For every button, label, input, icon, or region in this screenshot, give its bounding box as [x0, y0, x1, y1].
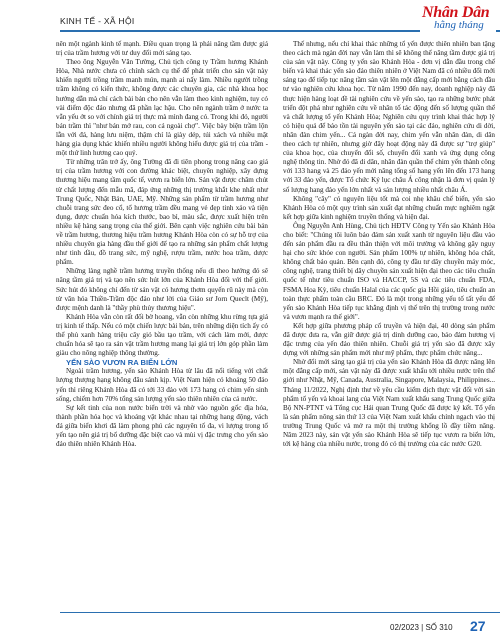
paragraph: Ông Nguyễn Anh Hùng, Chủ tịch HĐTV Công ty Yến sào Khánh Hòa cho biết: "Chúng tôi luôn bảo đảm sản xuất xanh từ nguyên liệu đầu vào đến sản phẩm đầu ra đều thân thiện với môi trường và không gây nguy hại cho sức khỏe con người. Sản phẩm 100% tự nhiên, không hóa chất, không chất bảo quản. Bên cạnh đó, công ty đầu tư dây chuyền máy móc, công nghệ, trang thiết bị dây chuyền sản xuất hiện đại theo các tiêu chuẩn quốc tế như tiêu chuẩn ISO và HACCP, 5S và các tiêu chuẩn FDA, FSMA Hoa Kỳ, tiêu chuẩn Halal của các quốc gia Hồi giáo, tiêu chuẩn an toàn thực phẩm toàn cầu BRC. Đó là một trong những yếu tố tất yếu để yến sào Khánh Hòa tiếp tục khẳng định vị thế trên thị trường trong nước và vươn mạnh ra thế giới".: [283, 221, 495, 321]
issue-label: 02/2023 | SỐ 310: [390, 623, 453, 632]
page-footer: [0, 612, 500, 637]
paragraph: Khánh Hòa vẫn còn rất đối bờ hoang, vẫn còn những khu rừng tựa giá trị kinh tế thấp. Nếu có một chiến lược bài bản, trên những diện tích ấy có thể phủ xanh hàng triệu cây gió bầu tạo trầm, với cách làm mới, được chuẩn hóa sẽ tạo ra sản vật trầm hương mang lại giá trị lớn góp phần làm giàu cho nông nghiệp thông thường.: [56, 312, 268, 358]
page-header: [0, 0, 500, 36]
publication-logo: [420, 4, 496, 34]
footer-rule: [60, 612, 500, 613]
paragraph: Kết hợp giữa phương pháp cổ truyền và hiện đại, 40 dòng sản phẩm đã được đưa ra, vẫn giữ được giá trị dinh dưỡng cao, bảo đảm hương vị đặc trưng của yến đảo thiên nhiên. Chuỗi giá trị yến sào đã được xây dựng với những sản phẩm mới như mỹ phẩm, thực phẩm chức năng...: [283, 321, 495, 358]
left-column: [56, 40, 268, 449]
paragraph: Không "cây" có nguyên liệu tốt mà coi nhẹ khâu chế biến, yến sào Khánh Hòa có một quy trình sản xuất đạt những chuẩn mực nghiêm ngặt kết hợp giữa kinh nghiệm truyền thống và hiện đại.: [283, 194, 495, 221]
section-subheading: YẾN SÀO VƯƠN RA BIỂN LỚN: [66, 358, 178, 368]
paragraph: Thế nhưng, nếu chỉ khai thác những tổ yến được thiên nhiên ban tặng theo cách mà ngàn đời nay vẫn làm thì sẽ không thể nâng tầm được giá trị của sản vật này. Công ty yến sào Khánh Hòa - đơn vị dẫn đầu trong chế biến và khai thác yến sào đảo thiên nhiên ở Việt Nam đã có nhiều đổi mới sáng tạo để tiếp tục nâng tầm sản vật lên một đẳng cấp mới bằng cách đầu tư vào nghiên cứu khoa học. Từ năm 1990 đến nay, doanh nghiệp này đã thực hiện hàng loạt đề tài nghiên cứu về yến sào, tạo ra những bước phát triển đột phá như nghiên cứu về nhân tố tác động đến số lượng quần thể và chất lượng tổ yến Khánh Hòa; Nghiên cứu quy trình khai thác hợp lý có hiệu quả để bảo tồn tài nguyên yến sào tại các đảo, nghiên cứu di dời, nhân đàn chim yến... Cá ngàn đời nay, chim yến vẫn nhân đàn, di dân theo cách tự nhiên, nhưng giờ đây hoạt động này đã được sự "trợ giúp" của khoa học, của chuyển đổi số, chuyển đổi xanh và ứng dụng công nghệ thông tin. Nhờ đó đã di dân, nhân đàn quần thể chim yến thành công với 133 hang và 25 đảo yến mới nâng tổng số hang yến lên đến 173 hang với 33 đảo yến, được Tổ chức Kỷ lục châu Á công nhận là đơn vị quản lý số lượng hang đảo yến lớn nhất và sản lượng nhiều nhất châu Á.: [283, 40, 495, 194]
paragraph: nên một ngành kinh tế mạnh. Điều quan trọng là phải nâng tầm được giá trị của trầm hương với tư duy đổi mới sáng tạo.: [56, 40, 268, 58]
page-number: 27: [470, 618, 486, 634]
section-label: KINH TẾ - XÃ HỘI: [60, 16, 135, 26]
paragraph: Từ những trăn trở ấy, ông Tường đã đi tiên phong trong nâng cao giá trị của trầm hương với con đường khác biệt, chuyên nghiệp, xây dựng thương hiệu mang tầm quốc tế, vươn ra biển lớn. Sản vật được chăm chút từ chất lượng đến mẫu mã, đáp ứng những thị trường khắt khe nhất như Trung Quốc, Nhật Bản, UAE, Mỹ. Những sản phẩm từ trầm hương như chuỗi trang sức đeo cổ, tổ hương trầm đều mang vẻ đẹp tinh xảo và tiện dụng, được chuẩn hóa kích thước, bao bì, màu sắc, được xuất hiện trên nhiều kệ hàng sang trọng của thế giới. Bên cạnh việc nghiên cứu bài bản về trầm hương, thương hiệu trầm hương Khánh Hòa còn có sự hỗ trợ của nhiều chuyên gia hàng đầu thế giới để tạo ra những sản phẩm chất lượng như tinh dầu, đồ trang sức, mỹ nghệ, rượu trầm, nước hoa trầm, dược phẩm.: [56, 158, 268, 267]
paragraph: Sự kết tinh của non nước biển trời và nhờ vào nguồn gốc địa hóa, thành phần hóa học và khoáng vật khác nhau tại những hang động, vách đá giữa biển khơi đã làm phong phú các nguyên tố đa, vi lượng trong tổ yến tạo nên giá trị bổ dưỡng đặc biệt cao và mùi vị đặc trưng cho yến sào đảo thiên nhiên Khánh Hòa.: [56, 403, 268, 449]
logo-sub-text: hằng tháng: [434, 19, 484, 31]
right-column: [283, 40, 495, 449]
paragraph: Những làng nghề trầm hương truyền thống nếu dì theo hướng đó sẽ nâng tầm giá trị và tạo nên sức hút lớn của Khánh Hòa đối với thế giới. Sức hút đó không chỉ đến từ sản vật có hương thơm quyến rũ này mà còn từ văn hóa Thiền-Trầm độc đáo như lời của Giáo sư Jorn Queclt (Mỹ), được mệnh danh là "thầy phù thủy thương hiệu".: [56, 267, 268, 312]
logo-main-text: Nhân Dân: [422, 4, 490, 21]
paragraph: Theo ông Nguyễn Văn Tường, Chủ tịch công ty Trầm hương Khánh Hòa, Nhà nước chưa có chính sách cụ thể để phát triển cho sản vật này khiến người trồng trầm manh mún, mạnh ai nấy làm. Nhiều người trồng trầm không có kiến thức, không được các chuyên gia, các nhà khoa học hướng dẫn mà chỉ cách bài bản cho nên vẫn làm theo kinh nghiệm, tuy có vài điểm độc đáo nhưng đã phần lạc hậu. Cho nên ngành trầm ở nước ta vẫn yếu ớt so với chính giá trị thực mà mình đang có. Trong khi đó, người bán trầm thì "như bán mớ rau, con cá ngoài chợ". Việc bày biện trầm lộn lẫn với đá, hàng lưu niệm, thậm chí là giày dép, túi xách và nhiều mặt hàng gia dụng khác khiến nhiều người không hiểu được giá trị của trầm - một thứ linh hương cao quý.: [56, 58, 268, 158]
paragraph: Nhờ đổi mới sáng tạo giá trị của yến sào Khánh Hòa đã được nâng lên một đẳng cấp mới, sản vật này đã được xuất khẩu tới nhiều nước trên thế giới như Nhật, Mỹ, Canada, Australia, Singapore, Malaysia, Philippines... Tháng 11/2022, Nghị định thư về yêu cầu kiểm dịch thực vật đối với sản phẩm tổ yến và khoai lang của Việt Nam xuất khẩu sang Trung Quốc giữa Bộ NN-PTNT và Tổng cục Hải quan Trung Quốc đã được ký kết. Tổ yến là sản phẩm nông sản thứ 13 của Việt Nam xuất khẩu chính ngạch vào thị trường Trung Quốc và mở ra một thị trường khổng lồ đầy tiềm năng. Năm 2023 này, sản vật yến sào Khánh Hòa sẽ tiếp tục vươn ra biển lớn, tới kệ hàng của nhiều nước, trong đó có thị trường của các nước G20.: [283, 358, 495, 449]
paragraph: Ngoài trầm hương, yến sào Khánh Hòa từ lâu đã nổi tiếng với chất lượng thượng hạng không đâu sánh kịp. Việt Nam hiện có khoảng 50 đảo yến thì riêng Khánh Hòa đã có tới 33 đảo với 173 hang có chim yến sinh sống, chiếm hơn 70% tổng sản lượng yến sào thiên nhiên của cả nước.: [56, 367, 268, 403]
